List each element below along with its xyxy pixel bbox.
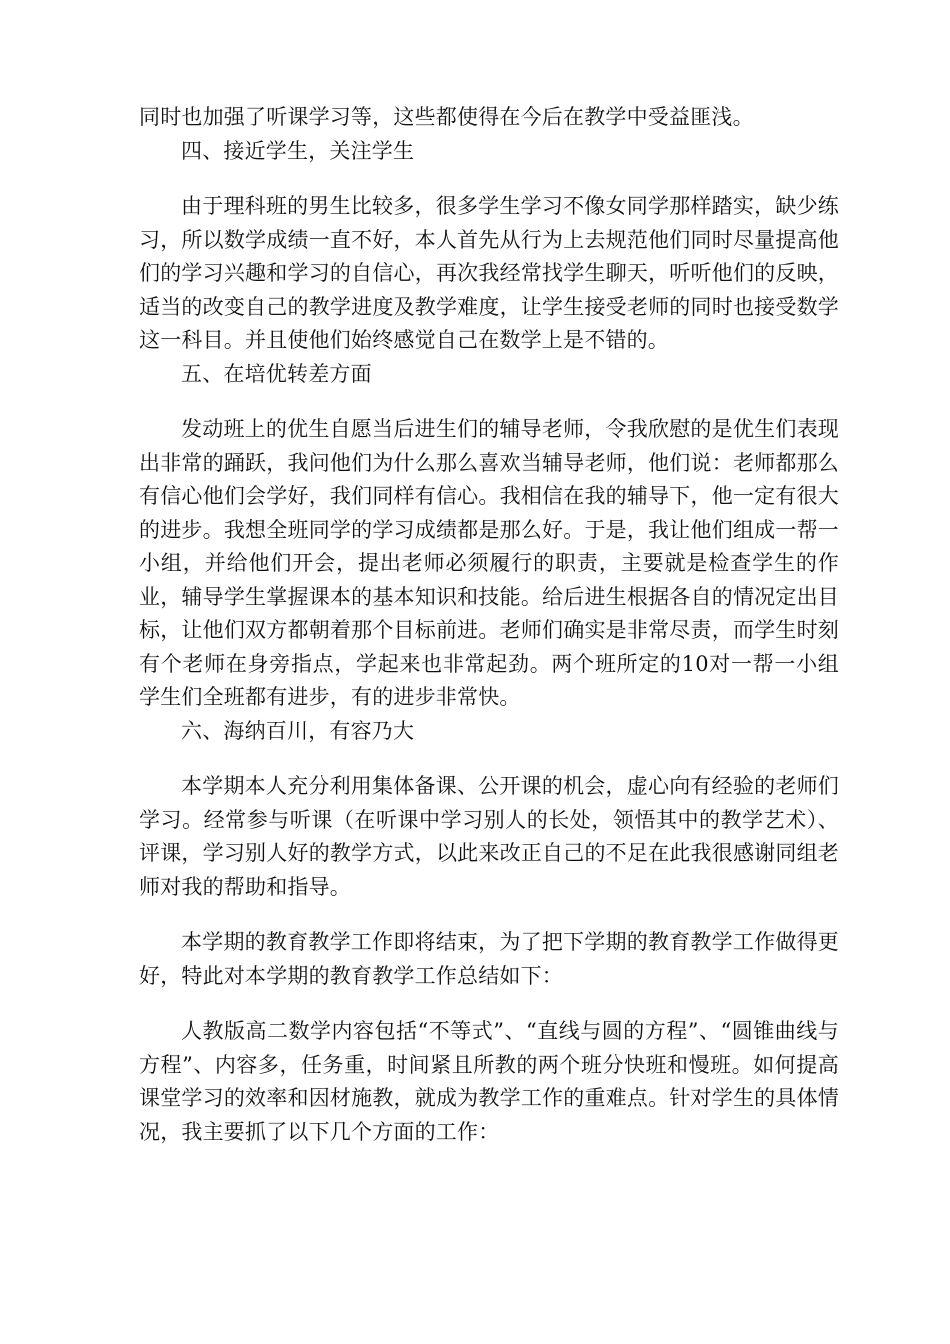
section-heading-5: 五、在培优转差方面 (181, 361, 372, 386)
paragraph-course-content: 人教版高二数学内容包括“不等式”、“直线与圆的方程”、“圆锥曲线与方程”、内容多，任务重，时间紧且所教的两个班分快班和慢班。如何提高课堂学习的效率和因材施教，就成为教学工作的重难点。针对学生的具体情况，我主要抓了以下几个方面的工作： (139, 1019, 839, 1144)
paragraph-continuation: 同时也加强了听课学习等，这些都使得在今后在教学中受益匪浅。 (139, 105, 754, 129)
paragraph-semester-summary: 本学期的教育教学工作即将结束，为了把下学期的教育教学工作做得更好，特此对本学期的教育教学工作总结如下： (139, 930, 839, 988)
section-heading-4: 四、接近学生，关注学生 (181, 138, 415, 163)
paragraph-tutoring: 发动班上的优生自愿当后进生们的辅导老师，令我欣慰的是优生们表现出非常的踊跃，我问他们为什么那么喜欢当辅导老师，他们说：老师都那么有信心他们会学好，我们同样有信心。我相信在我的辅导下，他一定有很大的进步。我想全班同学的学习成绩都是那么好。于是，我让他们组成一帮一小组，并给他们开会，提出老师必须履行的职责，主要就是检查学生的作业，辅导学生掌握课本的基本知识和技能。给后进生根据各自的情况定出目标，让他们双方都朝着那个目标前进。老师们确实是非常尽责，而学生时刻有个老师在身旁指点，学起来也非常起劲。两个班所定的10对一帮一小组学生们全班都有进步，有的进步非常快。 (139, 417, 839, 709)
document-page (139, 101, 839, 1149)
section-heading-6: 六、海纳百川，有容乃大 (181, 718, 415, 743)
paragraph-learning-from-peers: 本学期本人充分利用集体备课、公开课的机会，虚心向有经验的老师们学习。经常参与听课（在听课中学习别人的长处，领悟其中的教学艺术）、评课，学习别人好的教学方式，以此来改正自己的不足在此我很感谢同组老师对我的帮助和指导。 (139, 774, 839, 899)
paragraph-close-to-students: 由于理科班的男生比较多，很多学生学习不像女同学那样踏实，缺少练习，所以数学成绩一直不好，本人首先从行为上去规范他们同时尽量提高他们的学习兴趣和学习的自信心，再次我经常找学生聊天，听听他们的反映，适当的改变自己的教学进度及教学难度，让学生接受老师的同时也接受数学这一科目。并且使他们始终感觉自己在数学上是不错的。 (139, 194, 839, 352)
